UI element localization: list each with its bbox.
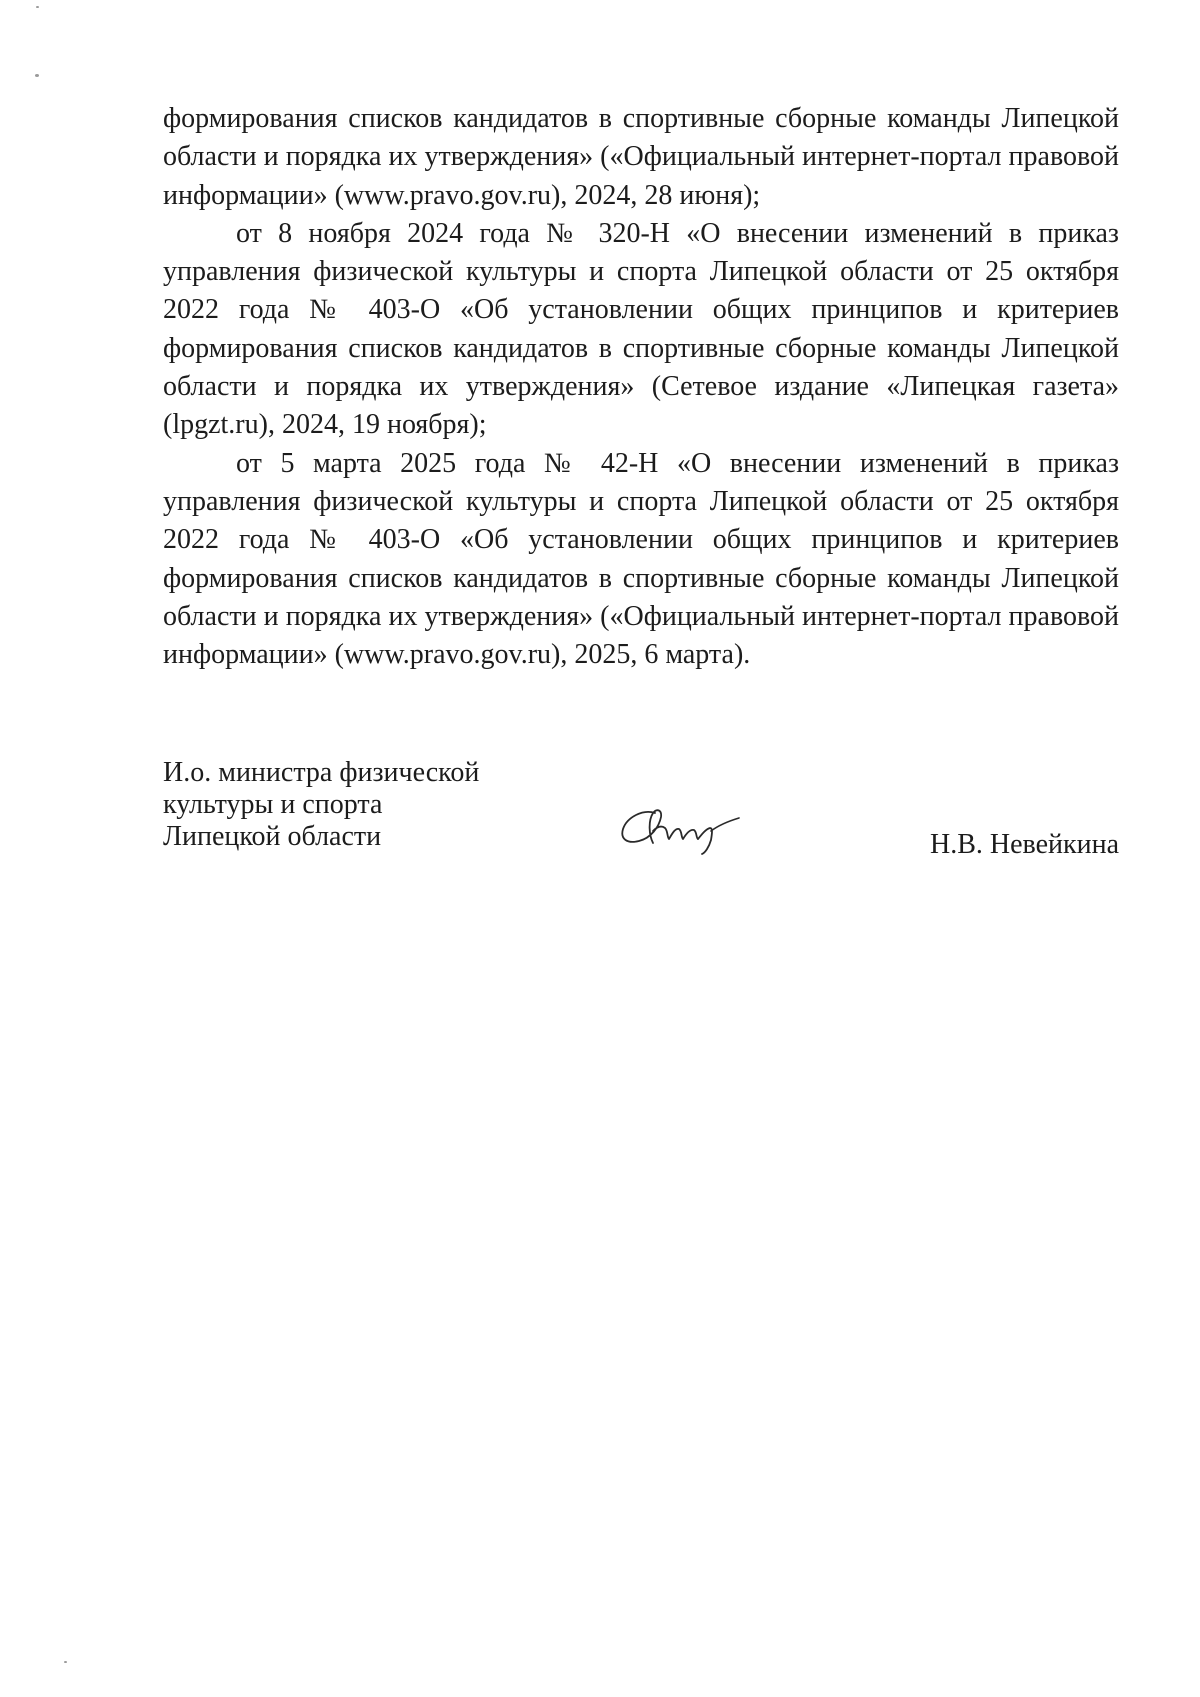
handwritten-signature (615, 801, 747, 857)
document-body (163, 100, 1119, 674)
paragraph-order-320-n: от 8 ноября 2024 года № 320-Н «О внесении изменений в приказ управления физической культуры и спорта Липецкой области от 25 октября 2022 года № 403-О «Об установлении общих принципов и критериев формирования списков кандидатов в спортивные сборные команды Липецкой области и порядка их утверждения» (Сетевое издание «Липецкая газета» (lpgzt.ru), 2024, 19 ноября); (163, 217, 1119, 441)
signer-position-line: Липецкой области (163, 821, 382, 852)
scan-speck (36, 6, 39, 8)
paragraph-continuation: формирования списков кандидатов в спортивные сборные команды Липецкой области и порядка их утверждения» («Официальный интернет-портал правовой информации» (www.pravo.gov.ru), 2024, 28 июня); (163, 103, 1119, 211)
signer-position (163, 757, 523, 853)
signer-position-line: культуры и спорта (163, 789, 383, 820)
signer-position-line: И.о. министра физической (163, 757, 480, 788)
signer-name: Н.В. Невейкина (929, 829, 1119, 860)
signature-block (163, 757, 1119, 897)
paragraph-order-42-n: от 5 марта 2025 года № 42-Н «О внесении изменений в приказ управления физической культуры и спорта Липецкой области от 25 октября 2022 года № 403-О «Об установлении общих принципов и критериев формирования списков кандидатов в спортивные сборные команды Липецкой области и порядка их утверждения» («Официальный интернет-портал правовой информации» (www.pravo.gov.ru), 2025, 6 марта). (163, 447, 1119, 671)
scan-speck (35, 74, 39, 77)
scan-speck (64, 1661, 67, 1663)
